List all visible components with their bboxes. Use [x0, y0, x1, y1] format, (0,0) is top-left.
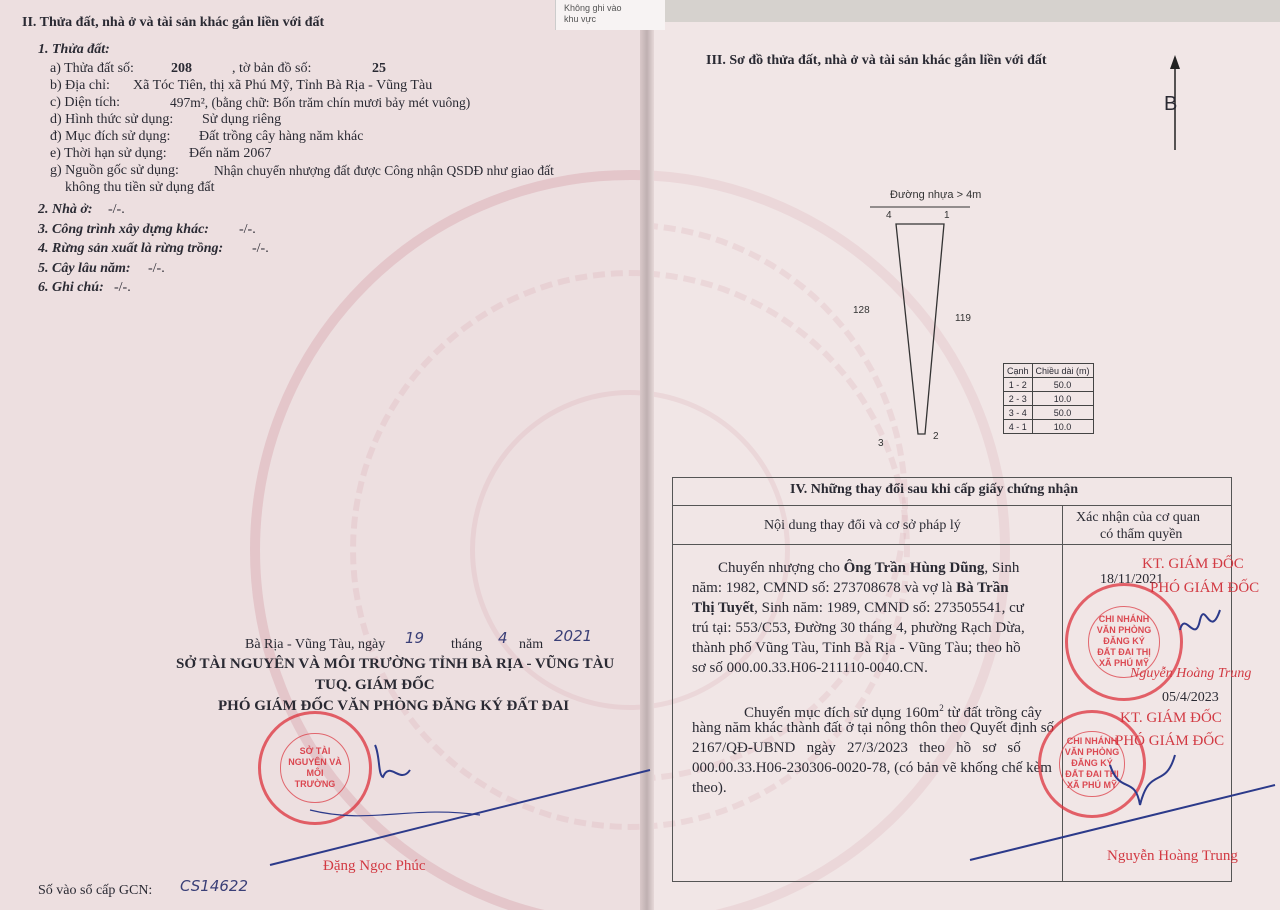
purpose-label: đ) Mục đích sử dụng:: [50, 129, 171, 144]
north-label: B: [1164, 93, 1178, 115]
entry2-signer: Nguyễn Hoàng Trung: [1107, 848, 1238, 864]
col-content-header: Nội dung thay đổi và cơ sở pháp lý: [764, 518, 961, 533]
parcel-number-value: 208: [171, 61, 192, 76]
item-3-label: 3. Công trình xây dựng khác:: [38, 222, 209, 237]
edge-name: 1 - 2: [1004, 378, 1033, 392]
issue-date-prefix: Bà Rịa - Vũng Tàu, ngày: [245, 637, 386, 652]
edge-length: 10.0: [1032, 392, 1093, 406]
origin-value: Nhận chuyển nhượng đất được Công nhận QSDĐ như giao đất: [214, 163, 554, 178]
entry1-title1: KT. GIÁM ĐỐC: [1142, 556, 1244, 572]
neighbor-parcel-left: 128: [853, 305, 870, 316]
table-row: [1004, 392, 1094, 406]
parcel-number-label: a) Thửa đất số:: [50, 61, 134, 76]
background-strip: [665, 0, 1280, 22]
table-row: [1004, 406, 1094, 420]
item-1-title: 1. Thửa đất:: [38, 42, 110, 57]
issue-year: 2021: [554, 627, 593, 645]
issue-month: 4: [498, 629, 508, 647]
edge-name: 3 - 4: [1004, 406, 1033, 420]
edge-name: 2 - 3: [1004, 392, 1033, 406]
origin-label: g) Nguồn gốc sử dụng:: [50, 163, 179, 178]
top-note-line2: khu vực: [564, 14, 597, 24]
section-2-title: II. Thửa đất, nhà ở và tài sản khác gắn liền với đất: [22, 15, 325, 30]
entry1-line3b: , Sinh năm: 1989, CMND số: 273505541, cư: [754, 600, 1024, 616]
item-4-label: 4. Rừng sản xuất là rừng trồng:: [38, 241, 224, 256]
edge-length: 10.0: [1032, 420, 1093, 434]
map-sheet-label: , tờ bản đồ số:: [232, 61, 312, 76]
issue-month-label: tháng: [451, 637, 483, 652]
item-6-label: 6. Ghi chú:: [38, 280, 104, 295]
road-label: Đường nhựa > 4m: [890, 189, 982, 201]
corner-2: 2: [933, 431, 939, 442]
entry1-line4: trú tại: 553/C53, Đường 30 tháng 4, phường Rạch Dừa,: [692, 620, 1025, 636]
entry2-line4: 000.00.33.H06-230306-0020-78, (có bản vẽ khống chế kèm: [692, 760, 1052, 776]
edge-name: 4 - 1: [1004, 420, 1033, 434]
corner-4: 4: [886, 210, 892, 221]
section-4-title: IV. Những thay đổi sau khi cấp giấy chứng nhận: [790, 482, 1079, 497]
term-value: Đến năm 2067: [189, 146, 272, 161]
top-note-line1: Không ghi vào: [564, 3, 622, 13]
usage-form-label: d) Hình thức sử dụng:: [50, 112, 174, 127]
gcn-register-value: CS14622: [180, 877, 248, 895]
entry2-line3: 2167/QĐ-UBND ngày 27/3/2023 theo hồ sơ số: [692, 740, 1021, 756]
corner-3: 3: [878, 438, 884, 449]
issuing-org: SỞ TÀI NGUYÊN VÀ MÔI TRƯỜNG TỈNH BÀ RỊA - VŨNG TÀU: [176, 656, 615, 672]
entry1-line1: [718, 560, 1019, 576]
entry1-signer: Nguyễn Hoàng Trung: [1130, 666, 1252, 681]
entry1-stamp-text: CHI NHÁNH VĂN PHÒNG ĐĂNG KÝ ĐẤT ĐAI THỊ XÃ PHÚ MỸ: [1096, 614, 1152, 669]
entry1-date: 18/11/2021: [1100, 572, 1164, 587]
item-5-label: 5. Cây lâu năm:: [38, 261, 131, 276]
left-stamp-text: SỞ TÀI NGUYÊN VÀ MÔI TRƯỜNG: [288, 745, 342, 789]
entry2-line1a: Chuyển mục đích sử dụng 160m: [744, 705, 940, 721]
area-label: c) Diện tích:: [50, 95, 120, 110]
table-row: [1004, 378, 1094, 392]
map-sheet-value: 25: [372, 61, 386, 76]
item-4-value: -/-.: [252, 241, 269, 256]
item-3-value: -/-.: [239, 222, 256, 237]
corner-1: 1: [944, 210, 950, 221]
entry2-area-unit-exp: 2: [939, 703, 944, 713]
gcn-register-label: Số vào sổ cấp GCN:: [38, 883, 153, 898]
entry1-line2a: năm: 1982, CMND số: 273708678 và vợ là: [692, 580, 957, 596]
entry2-title2: PHÓ GIÁM ĐỐC: [1115, 733, 1225, 749]
col-confirm-header-2: có thẩm quyền: [1100, 527, 1183, 542]
purpose-value: Đất trồng cây hàng năm khác: [199, 129, 364, 144]
entry2-title1: KT. GIÁM ĐỐC: [1120, 710, 1222, 726]
edge-header-side: Cạnh: [1004, 364, 1033, 378]
authority-line: TUQ. GIÁM ĐỐC: [315, 677, 435, 693]
item-2-label: 2. Nhà ở:: [38, 202, 93, 217]
entry1-spouse-b: Thị Tuyết: [692, 600, 755, 616]
item-5-value: -/-.: [148, 261, 165, 276]
entry2-line5: theo).: [692, 780, 727, 796]
edge-header-length: Chiều dài (m): [1032, 364, 1093, 378]
item-2-value: -/-.: [108, 202, 125, 217]
left-signature: [250, 715, 670, 875]
section-3-title: III. Sơ đồ thửa đất, nhà ở và tài sản khác gắn liền với đất: [706, 53, 1047, 68]
issue-day: 19: [405, 629, 425, 647]
neighbor-parcel-right: 119: [955, 313, 971, 324]
edge-table-header: [1004, 364, 1094, 378]
entry1-line2: [692, 580, 1009, 596]
col-confirm-header-1: Xác nhận của cơ quan: [1076, 510, 1201, 525]
signer-title: PHÓ GIÁM ĐỐC VĂN PHÒNG ĐĂNG KÝ ĐẤT ĐAI: [218, 698, 570, 714]
entry1-spouse-a: Bà Trần: [956, 580, 1009, 596]
item-6-value: -/-.: [114, 280, 131, 295]
entry1-buyer: Ông Trần Hùng Dũng: [843, 560, 985, 576]
table-row: [1004, 420, 1094, 434]
entry1-line5: thành phố Vũng Tàu, Tỉnh Bà Rịa - Vũng Tàu; theo hồ: [692, 640, 1021, 656]
entry1-line1a: Chuyển nhượng cho: [718, 560, 844, 576]
entry2-line2: hàng năm khác thành đất ở tại nông thôn theo Quyết định số: [692, 720, 1055, 736]
entry2-line1c: từ đất trồng cây: [943, 705, 1042, 721]
address-value: Xã Tóc Tiên, thị xã Phú Mỹ, Tỉnh Bà Rịa - Vũng Tàu: [133, 78, 433, 93]
entry2-date: 05/4/2023: [1162, 690, 1219, 705]
edge-length-table: [1003, 363, 1094, 434]
origin-value-cont: không thu tiền sử dụng đất: [65, 180, 215, 195]
entry1-line3: [692, 600, 1024, 616]
edge-length: 50.0: [1032, 378, 1093, 392]
address-label: b) Địa chỉ:: [50, 78, 110, 93]
top-note: [555, 0, 665, 30]
usage-form-value: Sử dụng riêng: [202, 112, 282, 127]
area-value: 497m², (bằng chữ: Bốn trăm chín mươi bảy mét vuông): [170, 95, 471, 110]
edge-length: 50.0: [1032, 406, 1093, 420]
left-signer-name: Đặng Ngọc Phúc: [323, 858, 426, 874]
entry1-line1c: , Sinh: [984, 560, 1020, 576]
issue-year-label: năm: [519, 637, 544, 652]
entry1-signature: [1160, 590, 1240, 650]
entry1-line6: sơ số 000.00.33.H06-211110-0040.CN.: [692, 660, 928, 676]
entry1-title2: PHÓ GIÁM ĐỐC: [1150, 580, 1260, 596]
term-label: e) Thời hạn sử dụng:: [50, 146, 167, 161]
entry2-stamp-text: CHI NHÁNH VĂN PHÒNG ĐĂNG KÝ ĐẤT ĐAI THỊ XÃ PHÚ MỸ: [1064, 736, 1120, 791]
entry2-line1: [744, 700, 1042, 721]
